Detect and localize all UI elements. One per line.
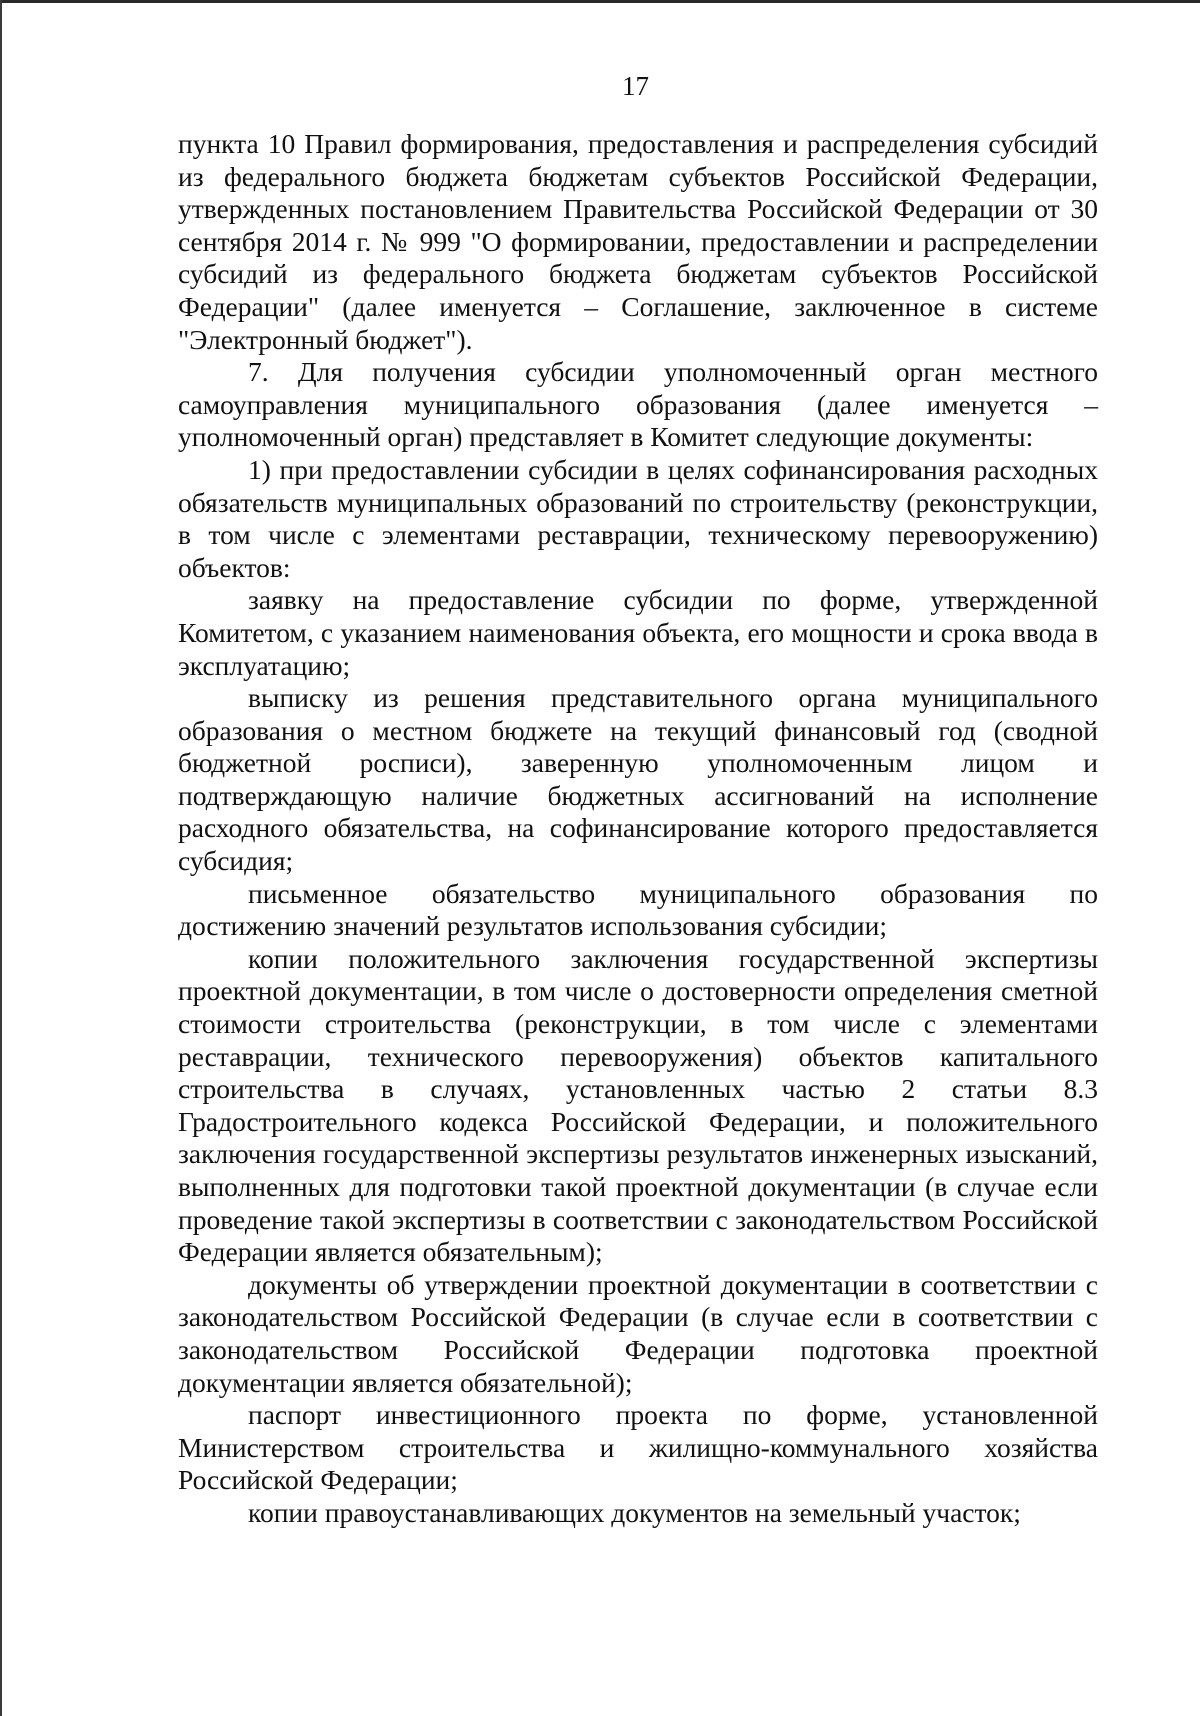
paragraph-written-obligation: письменное обязательство муниципального образования по достижению значений результатов использования субсидии; (178, 877, 1098, 942)
paragraph-application: заявку на предоставление субсидии по форме, утвержденной Комитетом, с указанием наименования объекта, его мощности и срока ввода в эксплуатацию; (178, 584, 1098, 681)
paragraph-budget-extract: выписку из решения представительного органа муниципального образования о местном бюджете на текущий финансовый год (сводной бюджетной росписи), заверенную уполномоченным лицом и подтверждающую наличие бюджетных ассигнований на исполнение расходного обязательства, на софинансирование которого предоставляется субсидия; (178, 682, 1098, 877)
paragraph-investment-passport: паспорт инвестиционного проекта по форме, установленной Министерством строительства и жилищно-коммунального хозяйства Российской Федерации; (178, 1399, 1098, 1496)
paragraph-subitem-1: 1) при предоставлении субсидии в целях софинансирования расходных обязательств муниципальных образований по строительству (реконструкции, в том числе с элементами реставрации, техническому перевооружению) объектов: (178, 453, 1098, 583)
paragraph-continuation: пункта 10 Правил формирования, предоставления и распределения субсидий из федерального бюджета бюджетам субъектов Российской Федерации, утвержденных постановлением Правительства Российской Федерации от 30 сентября 2014 г. № 999 "О формировании, предоставлении и распределении субсидий из федерального бюджета бюджетам субъектов Российской Федерации" (далее именуется – Соглашение, заключенное в системе "Электронный бюджет"). (178, 128, 1098, 355)
paragraph-project-approval: документы об утверждении проектной документации в соответствии с законодательством Российской Федерации (в случае если в соответствии с законодательством Российской Федерации подготовка проектной документации является обязательной); (178, 1268, 1098, 1398)
scan-left-edge (0, 0, 2, 1716)
scan-top-edge (0, 0, 1200, 3)
paragraph-expertise-copies: копии положительного заключения государственной экспертизы проектной документации, в том числе о достоверности определения сметной стоимости строительства (реконструкции, в том числе с элементами реставрации, технического перевооружения) объектов капитального строительства в случаях, установленных частью 2 статьи 8.3 Градостроительного кодекса Российской Федерации, и положительного заключения государственной экспертизы результатов инженерных изысканий, выполненных для подготовки такой проектной документации (в случае если проведение такой экспертизы в соответствии с законодательством Российской Федерации является обязательным); (178, 942, 1098, 1268)
page-number: 17 (622, 71, 649, 101)
document-body (178, 128, 1098, 1530)
paragraph-item-7: 7. Для получения субсидии уполномоченный орган местного самоуправления муниципального образования (далее именуется – уполномоченный орган) представляет в Комитет следующие документы: (178, 356, 1098, 453)
paragraph-land-documents: копии правоустанавливающих документов на земельный участок; (248, 1496, 1021, 1528)
